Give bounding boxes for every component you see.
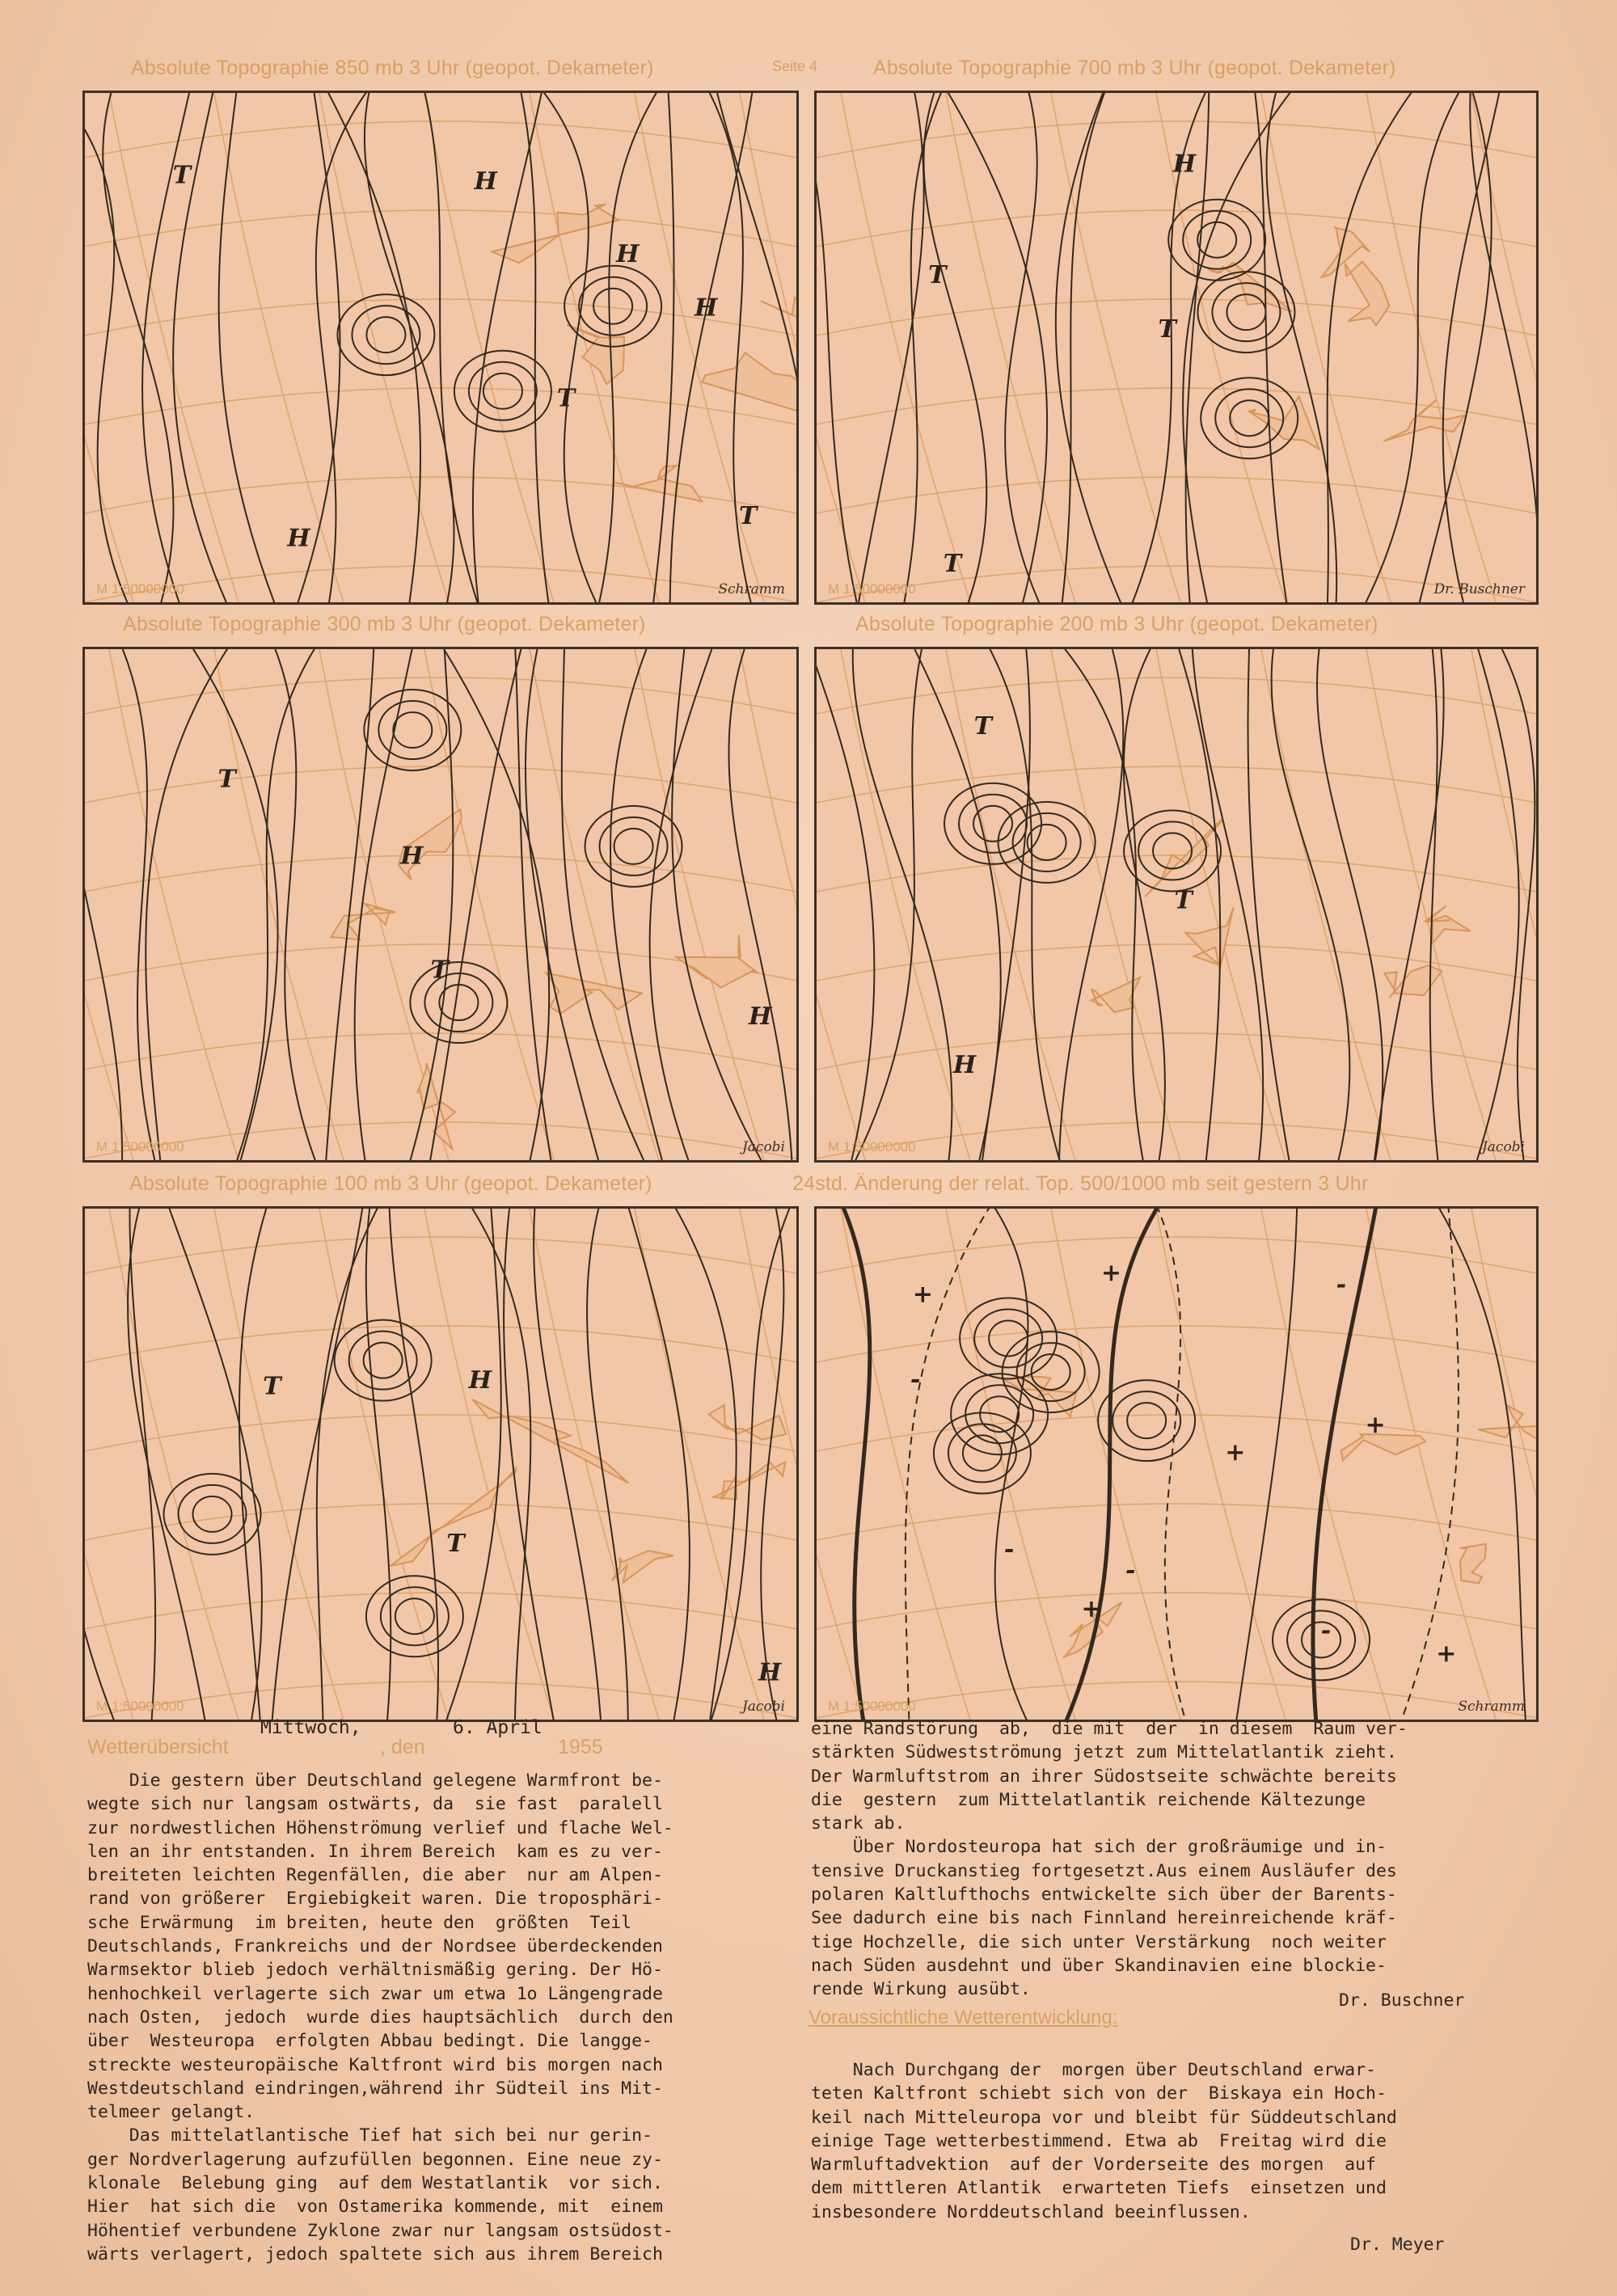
isoline: [1124, 649, 1165, 1160]
parallel-line: [817, 1237, 1536, 1273]
isoline: [1272, 649, 1350, 1160]
map-24h-change: [814, 1206, 1539, 1722]
isoline: [853, 649, 952, 1160]
closed-isoline: [393, 712, 432, 748]
meridian-line: [817, 649, 865, 1160]
isoline: [817, 649, 874, 1160]
coastline: [417, 1063, 455, 1149]
report-line: die gestern zum Mittelatlantik reichende Kältezunge: [811, 1789, 1366, 1810]
change-marker: +: [1436, 1640, 1457, 1669]
report-line: dem mittleren Atlantik erwarteten Tiefs einsetzen und: [811, 2178, 1387, 2199]
isoline: [610, 649, 663, 1160]
parallel-line: [85, 1033, 796, 1070]
meridian-line: [817, 1209, 865, 1720]
parallel-line: [85, 1326, 796, 1362]
report-line: telmeer gelangt.: [87, 2102, 255, 2123]
isoline: [1500, 649, 1535, 1160]
high-marker: H: [474, 167, 497, 196]
closed-isoline: [483, 374, 522, 409]
report-line: rende Wirkung ausübt.: [811, 1979, 1031, 2000]
coastline: [1145, 819, 1222, 897]
report-line: tige Hochzelle, die sich unter Verstärkung noch weiter: [811, 1931, 1387, 1952]
report-date: 6. April: [453, 1717, 543, 1738]
change-marker: +: [912, 1280, 933, 1309]
report-line: teten Kaltfront schiebt sich von der Biskaya ein Hoch-: [811, 2083, 1387, 2104]
closed-isoline: [579, 277, 647, 336]
closed-isoline: [1127, 1403, 1166, 1438]
report-line: ger Nordverlagerung aufzufüllen begonnen. Eine neue zy-: [87, 2149, 663, 2170]
closed-isoline: [395, 1598, 434, 1634]
closed-isoline: [1013, 813, 1081, 872]
parallel-line: [817, 210, 1536, 247]
map-title-700: Absolute Topographie 700 mb 3 Uhr (geopot. Dekameter): [873, 57, 1396, 79]
map-850mb: [82, 91, 799, 605]
change-marker: +: [1365, 1411, 1386, 1440]
signature-buschner: Dr. Buschner: [1339, 1990, 1465, 2011]
isoline: [988, 649, 1061, 1160]
meridian-line: [1261, 93, 1391, 602]
closed-isoline: [959, 795, 1027, 853]
parallel-line: [817, 1326, 1536, 1362]
change-marker: -: [1320, 1616, 1332, 1645]
coastline: [677, 935, 758, 988]
low-marker: T: [172, 161, 192, 190]
high-marker: H: [748, 1002, 772, 1032]
meridian-line: [1156, 1209, 1286, 1720]
change-marker: -: [1003, 1535, 1015, 1564]
isoline: [219, 93, 276, 602]
isoline: [1005, 93, 1041, 602]
parallel-line: [85, 855, 796, 892]
map-24h-change-contours: [817, 1209, 1536, 1720]
high-marker: H: [468, 1365, 492, 1395]
map-850mb-contours: [85, 93, 796, 602]
map-scale: M 1:50000000: [96, 1699, 184, 1714]
change-marker: -: [910, 1365, 921, 1395]
map-author: Jacobi: [1481, 1139, 1525, 1155]
meridian-line: [85, 93, 133, 602]
isoline: [103, 93, 173, 602]
meridian-line: [109, 649, 239, 1160]
coastline: [1384, 965, 1442, 998]
change-marker: -: [1336, 1270, 1347, 1299]
parallel-line: [85, 121, 796, 158]
high-marker: H: [952, 1050, 977, 1079]
high-marker: H: [758, 1658, 782, 1687]
map-scale: M 1:50000000: [96, 1139, 184, 1154]
coastline: [546, 973, 641, 1013]
isoline: [854, 649, 922, 1160]
map-title-change: 24std. Änderung der relat. Top. 500/1000 mb seit gestern 3 Uhr: [792, 1172, 1369, 1195]
isoline: [817, 93, 858, 602]
map-author: Schramm: [1458, 1699, 1525, 1715]
closed-isoline: [193, 1496, 232, 1532]
parallel-line: [817, 1593, 1536, 1629]
meridian-line: [1051, 649, 1180, 1160]
closed-isoline: [989, 1320, 1028, 1356]
low-marker: T: [739, 501, 758, 530]
map-title-850: Absolute Topographie 850 mb 3 Uhr (geopot. Dekameter): [131, 57, 654, 79]
closed-isoline: [1032, 1354, 1070, 1390]
isoline: [1062, 649, 1143, 1160]
report-line: stark ab.: [811, 1813, 906, 1834]
low-marker: T: [263, 1372, 281, 1401]
isoline: [441, 649, 549, 1160]
isoline: [129, 1209, 155, 1720]
page-number: Seite 4: [772, 58, 818, 74]
isoline: [924, 93, 987, 602]
low-marker: T: [556, 384, 576, 413]
meridian-line: [946, 649, 1075, 1160]
meridian-line: [1471, 649, 1536, 1160]
map-author: Jacobi: [741, 1139, 785, 1155]
map-100mb: [82, 1206, 799, 1722]
low-marker: T: [943, 550, 962, 579]
report-line: Warmsektor blieb jedoch verhältnismäßig gering. Der Hö-: [87, 1960, 663, 1981]
isoline: [504, 1209, 554, 1720]
report-line: tensive Druckanstieg fortgesetzt.Aus einem Ausläufer des: [811, 1860, 1397, 1881]
map-200mb-contours: [817, 649, 1536, 1160]
isoline: [673, 1209, 737, 1720]
parallel-line: [85, 1682, 796, 1718]
report-line: Die gestern über Deutschland gelegene Warmfront be-: [87, 1771, 663, 1791]
isoline: [1328, 93, 1414, 602]
isoline: [273, 649, 316, 1160]
high-marker: H: [616, 239, 640, 268]
low-marker: T: [1158, 314, 1176, 344]
closed-isoline: [352, 306, 420, 364]
report-line: len an ihr entstanden. In ihrem Bereich kam es zu ver-: [87, 1841, 663, 1862]
closed-isoline: [179, 1485, 247, 1543]
isoline: [627, 1209, 690, 1720]
isoline: [1443, 93, 1501, 602]
parallel-line: [817, 299, 1536, 336]
low-marker: T: [1174, 886, 1193, 915]
isoline: [650, 649, 713, 1160]
report-line: Der Warmluftstrom an ihrer Südostseite schwächte bereits: [811, 1766, 1397, 1787]
meridian-line: [635, 649, 764, 1160]
isoline: [710, 1209, 791, 1720]
isoline: [85, 649, 122, 1160]
report-weekday: Mittwoch,: [260, 1717, 361, 1738]
parallel-line: [85, 1415, 796, 1451]
report-line: Hier hat sich die von Ostamerika kommende, mit einem: [87, 2197, 663, 2218]
report-line: Warmluftadvektion auf der Vorderseite des morgen auf: [811, 2155, 1376, 2176]
map-700mb: [814, 91, 1539, 605]
report-line: Höhentief verbundene Zyklone zwar nur langsam ostsüdost-: [87, 2220, 673, 2241]
low-marker: T: [973, 712, 992, 741]
map-300mb-contours: [85, 649, 796, 1160]
parallel-line: [85, 210, 796, 247]
high-marker: H: [695, 293, 718, 323]
report-line: insbesondere Norddeutschland beeinflussen.: [811, 2201, 1251, 2222]
parallel-line: [817, 1415, 1536, 1451]
isoline: [653, 93, 674, 602]
isoline: [470, 1209, 530, 1720]
coastline: [1185, 907, 1233, 969]
meridian-line: [85, 1209, 133, 1720]
meridian-line: [635, 1209, 764, 1720]
isoline: [128, 1209, 205, 1720]
isoline: [355, 649, 413, 1160]
report-line: breiteten leichten Regenfällen, die aber nur am Alpen-: [87, 1865, 663, 1886]
isoline: [236, 649, 317, 1160]
closed-isoline: [948, 1424, 1016, 1482]
report-line: streckte westeuropäische Kaltfront wird bis morgen nach: [87, 2054, 663, 2075]
isoline: [239, 1209, 268, 1720]
closed-isoline: [614, 829, 653, 864]
coastline: [614, 466, 702, 501]
coastline: [1249, 396, 1319, 449]
report-line: keil nach Mitteleuropa vor und bleibt für Süddeutschland: [811, 2107, 1397, 2128]
closed-isoline: [963, 1435, 1002, 1471]
map-100mb-contours: [85, 1209, 796, 1720]
parallel-line: [85, 566, 796, 602]
report-den: , den: [380, 1736, 425, 1758]
report-line: Deutschlands, Frankreichs und der Nordsee überdeckenden: [87, 1936, 663, 1957]
meridian-line: [817, 93, 865, 602]
report-line: klonale Belebung ging auf dem Westatlantik vor sich.: [87, 2173, 663, 2194]
map-author: Schramm: [718, 581, 785, 597]
report-line: Das mittelatlantische Tief hat sich bei nur gerin-: [87, 2125, 652, 2146]
coastline: [1345, 262, 1390, 326]
low-marker: T: [928, 261, 947, 290]
high-marker: H: [1172, 150, 1197, 179]
report-line: henhochkeil verlagerte sich zwar um etwa 1o Längengrade: [87, 1983, 663, 2004]
meridian-line: [530, 649, 659, 1160]
closed-isoline: [378, 701, 446, 759]
coastline: [331, 904, 395, 940]
closed-isoline: [1112, 1391, 1180, 1450]
change-marker: +: [1081, 1594, 1102, 1623]
report-line: wärts verlagert, jedoch spaltete sich aus ihrem Bereich: [87, 2243, 663, 2264]
map-300mb: [82, 647, 799, 1163]
low-marker: T: [430, 956, 449, 985]
closed-isoline: [1197, 222, 1236, 258]
report-line: über Westeuropa erfolgten Abbau bedingt. Die langge-: [87, 2031, 652, 2052]
parallel-line: [85, 766, 796, 803]
isoline: [1374, 649, 1443, 1160]
isoline: [534, 1209, 601, 1720]
high-marker: H: [400, 842, 424, 871]
coastline: [472, 1399, 628, 1484]
high-marker: H: [287, 524, 310, 553]
map-title-200: Absolute Topographie 200 mb 3 Uhr (geopot. Dekameter): [855, 613, 1378, 635]
closed-isoline: [1028, 825, 1066, 860]
coastline: [1459, 1544, 1486, 1583]
map-author: Dr. Buschner: [1433, 581, 1525, 597]
parallel-line: [817, 677, 1536, 714]
change-marker: +: [1225, 1437, 1246, 1467]
report-line: nach Süden ausdehnt und über Skandinavien eine blockie-: [811, 1955, 1387, 1976]
report-line: sche Erwärmung im breiten, heute den größten Teil: [87, 1912, 632, 1933]
signature-meyer: Dr. Meyer: [1350, 2235, 1445, 2255]
isoline: [445, 1209, 501, 1720]
isoline: [316, 93, 369, 602]
report-line: einige Tage wetterbestimmend. Etwa ab Freitag wird die: [811, 2130, 1387, 2151]
report-line: Über Nordosteuropa hat sich der großräumige und in-: [811, 1837, 1387, 1858]
parallel-line: [817, 1504, 1536, 1540]
coastline: [612, 1551, 673, 1582]
isoline: [1248, 649, 1290, 1160]
map-200mb: [814, 647, 1539, 1163]
isoline: [191, 649, 278, 1160]
isoline: [1062, 93, 1106, 602]
map-scale: M 1:50000000: [828, 1699, 916, 1714]
change-marker: -: [1125, 1555, 1136, 1585]
isoline: [146, 649, 230, 1160]
isoline: [1430, 649, 1438, 1160]
isoline: [1059, 649, 1123, 1160]
meridian-line: [1366, 93, 1496, 602]
report-line: zur nordwestlichen Höhenströmung verlief und flache Wel-: [87, 1817, 673, 1838]
report-line: Nach Durchgang der morgen über Deutschland erwar-: [811, 2060, 1376, 2080]
closed-isoline: [974, 1309, 1042, 1367]
meridian-line: [946, 1209, 1075, 1720]
closed-isoline: [439, 985, 478, 1020]
change-marker: +: [1100, 1259, 1122, 1288]
isoline: [85, 1209, 116, 1720]
parallel-line: [85, 1237, 796, 1273]
map-scale: M 1:50000000: [828, 581, 916, 597]
isoline: [728, 649, 792, 1160]
map-700mb-contours: [817, 93, 1536, 602]
map-title-100: Absolute Topographie 100 mb 3 Uhr (geopot. Dekameter): [129, 1172, 652, 1195]
parallel-line: [817, 477, 1536, 513]
report-line: stärkten Südwestströmung jetzt zum Mittelatlantik zieht.: [811, 1742, 1397, 1763]
report-left-column: [87, 1769, 673, 2266]
map-scale: M 1:50000000: [96, 581, 184, 597]
meridian-line: [841, 93, 970, 602]
map-scale: M 1:50000000: [828, 1139, 916, 1154]
isoline: [1192, 649, 1263, 1160]
parallel-line: [85, 677, 796, 714]
closed-isoline: [469, 362, 537, 420]
report-line: rand von größerer Ergiebigkeit waren. Die troposphäri-: [87, 1889, 663, 1910]
parallel-line: [817, 1033, 1536, 1070]
map-author: Jacobi: [741, 1699, 785, 1715]
map-title-300: Absolute Topographie 300 mb 3 Uhr (geopot. Dekameter): [123, 613, 646, 635]
meridian-line: [1471, 1209, 1536, 1720]
low-marker: T: [446, 1530, 465, 1559]
closed-isoline: [965, 1385, 1033, 1443]
report-right-column-2: [811, 2058, 1397, 2224]
meridian-line: [214, 93, 344, 602]
meridian-line: [1261, 649, 1391, 1160]
report-line: polaren Kaltlufthochs entwickelte sich über der Barents-: [811, 1884, 1397, 1906]
isoline: [1476, 649, 1518, 1160]
coastline: [702, 352, 796, 419]
meridian-line: [85, 649, 133, 1160]
report-line: nach Osten, jedoch wurde dies hauptsächlich durch den: [87, 2007, 673, 2028]
parallel-line: [817, 766, 1536, 803]
report-year: 1955: [558, 1736, 603, 1758]
meridian-line: [424, 649, 554, 1160]
closed-isoline: [980, 1396, 1019, 1432]
parallel-line: [817, 1122, 1536, 1159]
report-line: See dadurch eine bis nach Finnland hereinreichende kräf-: [811, 1908, 1397, 1929]
isoline: [121, 649, 156, 1160]
report-line: Westdeutschland eindringen,während ihr Südteil ins Mit-: [87, 2078, 663, 2099]
low-marker: T: [217, 765, 236, 794]
isoline: [562, 649, 646, 1160]
report-line: wegte sich nur langsam ostwärts, da sie fast paralell: [87, 1794, 663, 1815]
isoline: [515, 649, 551, 1160]
isoline: [389, 1209, 438, 1720]
report-heading: Wetterübersicht: [87, 1736, 229, 1758]
forecast-heading: Voraussichtliche Wetterentwicklung:: [808, 2007, 1118, 2028]
isoline: [429, 649, 521, 1160]
report-line: eine Randstörung ab, die mit der in diesem Raum ver-: [811, 1719, 1408, 1739]
isoline: [85, 93, 129, 602]
coastline: [492, 205, 619, 264]
report-right-column-1: [811, 1717, 1408, 2002]
meridian-line: [214, 1209, 344, 1720]
coastline: [567, 325, 624, 384]
meridian-line: [319, 93, 449, 602]
isoline: [1364, 93, 1461, 602]
closed-isoline: [973, 806, 1012, 842]
